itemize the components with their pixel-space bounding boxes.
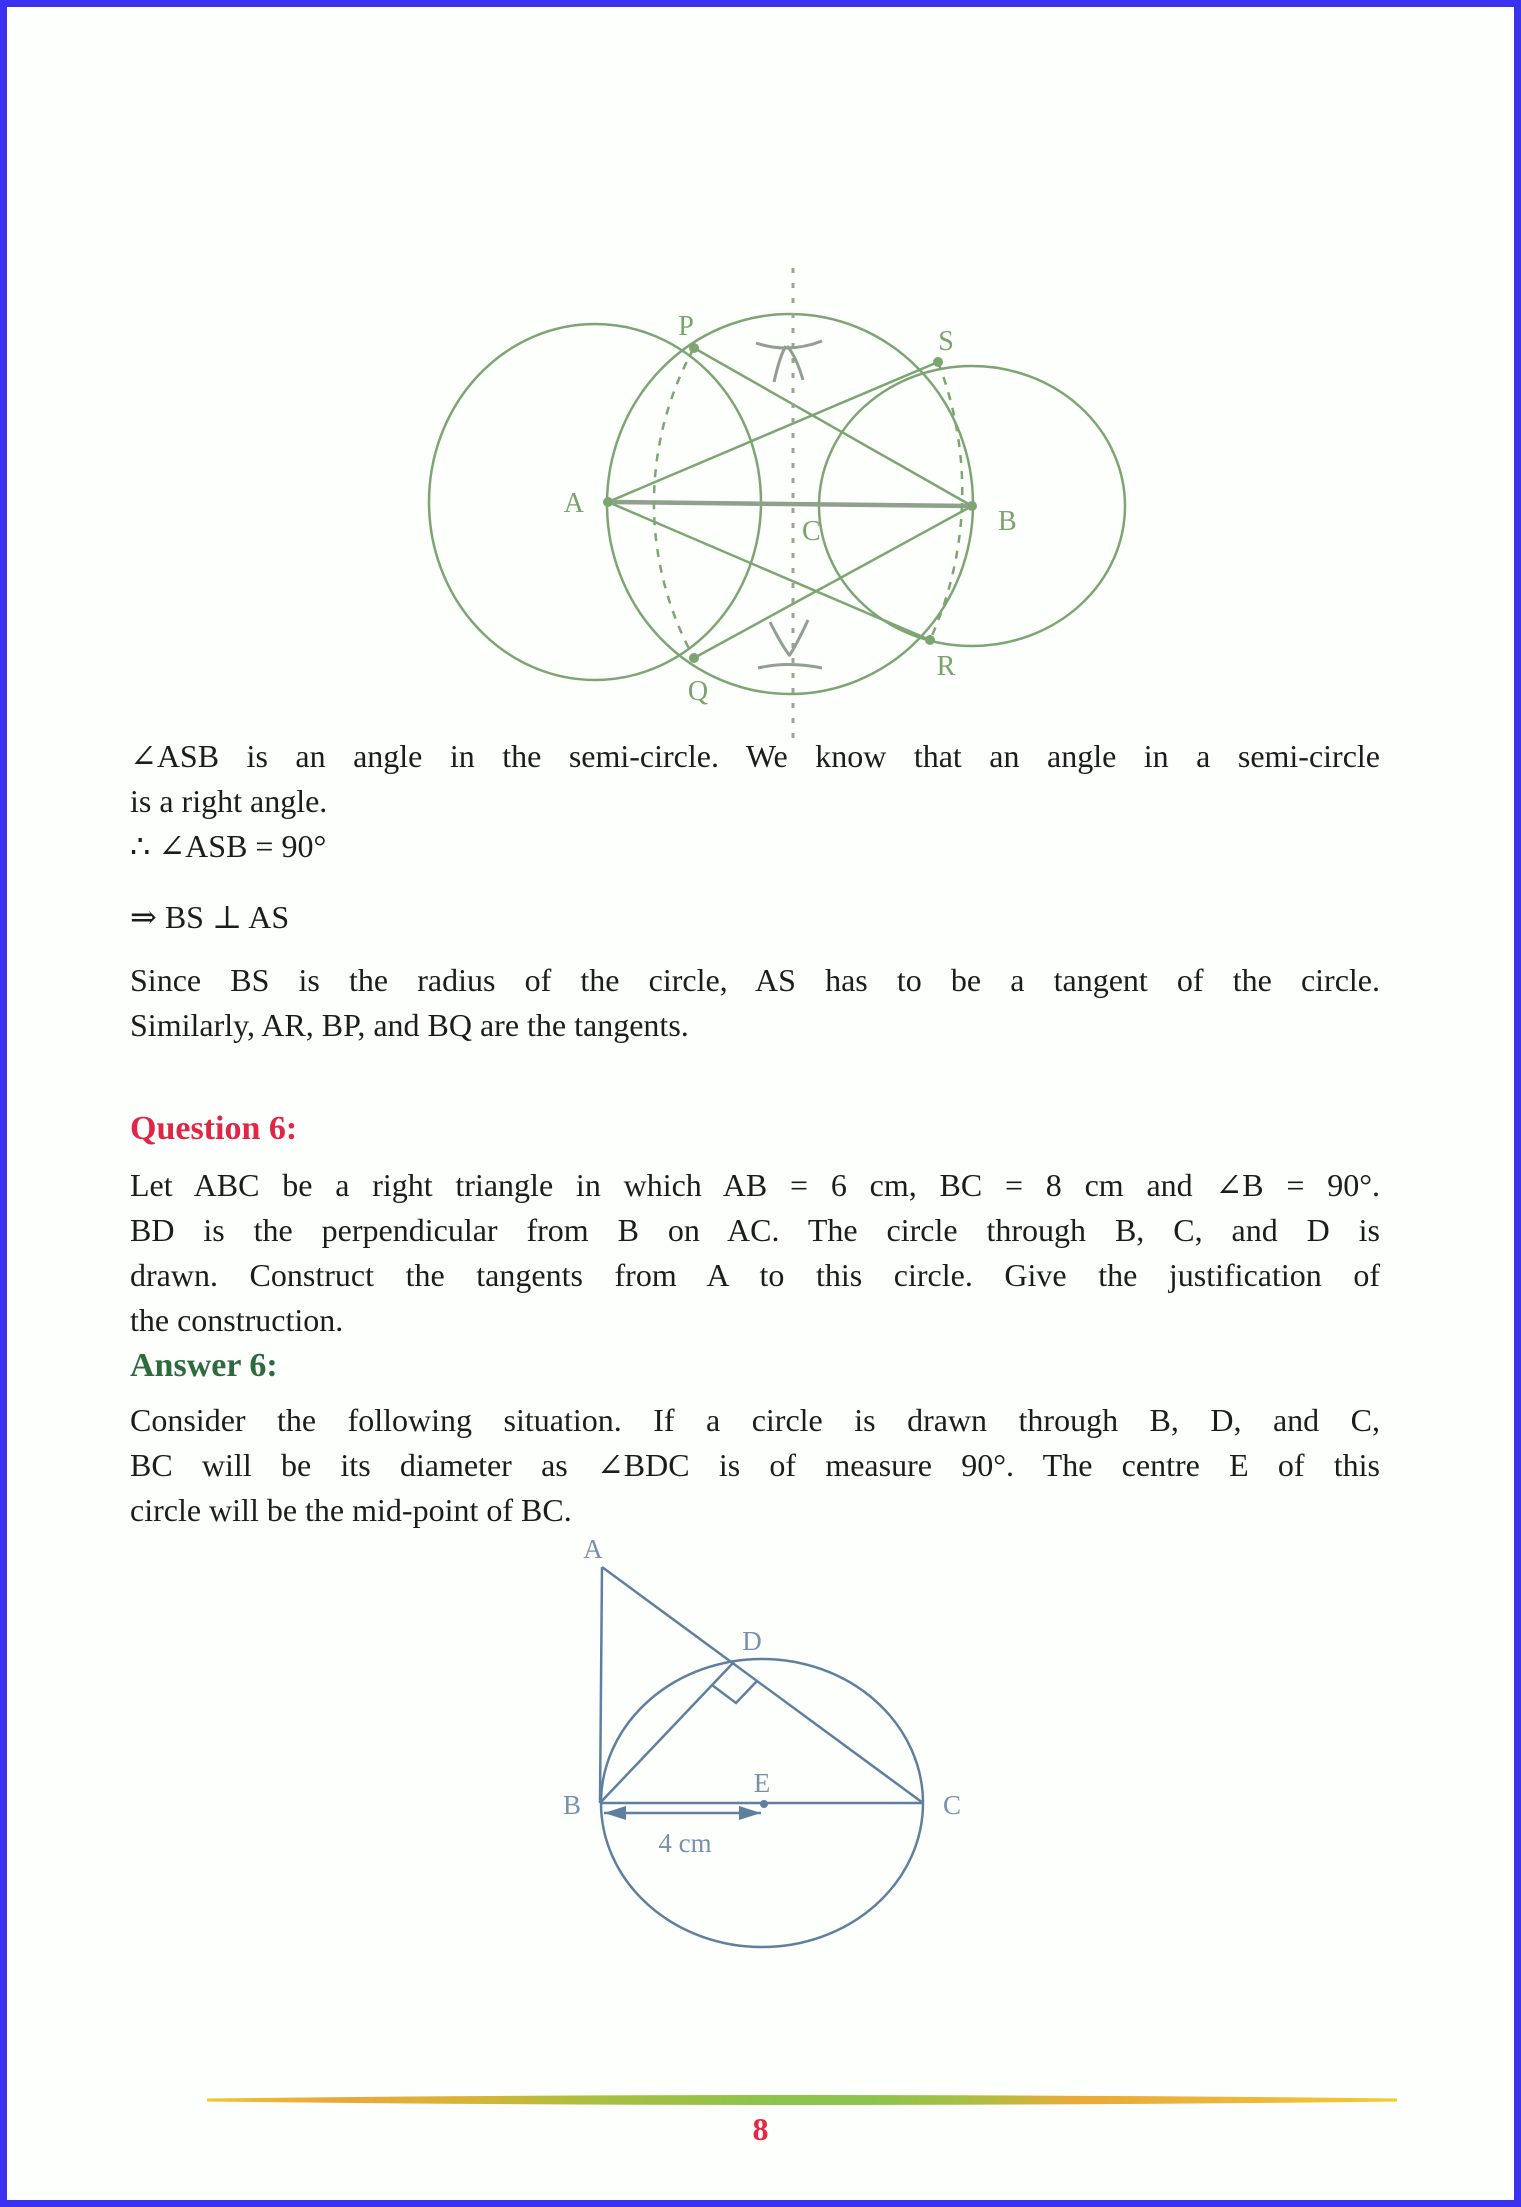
paragraph-asb [130, 734, 1380, 824]
text-line: Similarly, AR, BP, and BQ are the tangents. [130, 1007, 689, 1043]
line-therefore-asb-90: ∴ ∠ASB = 90° [130, 828, 327, 864]
label-A: A [583, 1534, 603, 1564]
label-D: D [742, 1626, 762, 1656]
text-line: BD is the perpendicular from B on AC. The circle through B, C, and D is [130, 1212, 1380, 1248]
text-line: is a right angle. [130, 783, 328, 819]
point-E-dot [760, 1800, 768, 1808]
answer-heading: Answer 6: [130, 1347, 278, 1384]
tangent-line-AR [608, 502, 930, 640]
body-text-column [130, 734, 1380, 1533]
label-E: E [753, 1768, 771, 1798]
label-S: S [938, 326, 954, 357]
label-C: C [942, 1790, 962, 1820]
paragraph-answer-6 [130, 1398, 1380, 1533]
label-B: B [998, 506, 1017, 537]
dimension-label-4cm: 4 cm [658, 1828, 712, 1858]
dimension-arrowhead-right [739, 1806, 761, 1820]
text-line: Since BS is the radius of the circle, AS has to be a tangent of the circle. [130, 962, 1380, 998]
label-C: C [802, 516, 821, 547]
side-AB [600, 1567, 602, 1803]
footer-gradient-rule [207, 2093, 1397, 2107]
text-line: the construction. [130, 1302, 344, 1338]
label-R: R [936, 651, 956, 682]
label-B: B [562, 1790, 582, 1820]
text-line: drawn. Construct the tangents from A to this circle. Give the justification of [130, 1257, 1380, 1293]
compass-intersection-mark-bottom [758, 620, 822, 668]
page-number: 8 [752, 2111, 769, 2147]
tangent-line-AS [608, 362, 938, 502]
text-line: circle will be the mid-point of BC. [130, 1492, 572, 1528]
text-line: Let ABC be a right triangle in which AB = 6 cm, BC = 8 cm and ∠B = 90°. [130, 1167, 1380, 1203]
compass-intersection-mark-top [756, 341, 822, 382]
label-P: P [678, 311, 694, 342]
text-line: ∠ASB is an angle in the semi-circle. We know that an angle in a semi-circle [130, 738, 1380, 774]
question-heading: Question 6: [130, 1110, 298, 1147]
figure-tangent-construction-two-circles [350, 240, 1170, 760]
segment-AB [608, 502, 972, 506]
label-A: A [563, 488, 584, 519]
paragraph-since-bs [130, 958, 1380, 1048]
paragraph-question-6 [130, 1163, 1380, 1343]
text-line: BC will be its diameter as ∠BDC is of measure 90°. The centre E of this [130, 1447, 1380, 1483]
right-angle-mark-at-D [712, 1681, 757, 1703]
dimension-arrowhead-left [604, 1806, 626, 1820]
figure-triangle-circle-bdc [540, 1520, 1020, 1990]
text-line: Consider the following situation. If a circle is drawn through B, D, and C, [130, 1402, 1380, 1438]
line-bs-perpendicular-as: ⇒ BS ⊥ AS [130, 899, 290, 935]
label-Q: Q [687, 676, 709, 707]
gradient-rule-shape [207, 2095, 1397, 2105]
